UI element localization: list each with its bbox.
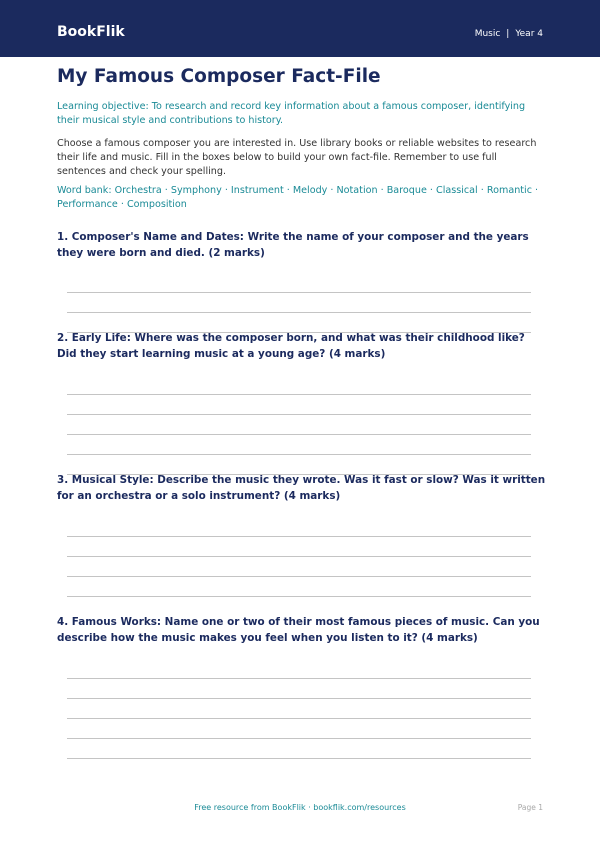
word-bank: Word bank: Orchestra · Symphony · Instrument · Melody · Notation · Baroque · Classical · Romantic · Performance · Composition (57, 185, 539, 210)
answer-line[interactable] (67, 394, 531, 395)
subject-label: Music (474, 29, 501, 39)
answer-line[interactable] (67, 414, 531, 415)
question-4 (57, 615, 547, 646)
footer-credit: Free resource from BookFlik · bookflik.com/resources (194, 803, 406, 812)
question-text: 3. Musical Style: Describe the music they wrote. Was it fast or slow? Was it written for an orchestra or a solo instrument? (4 marks) (57, 474, 546, 502)
year-label: Year 4 (515, 29, 543, 39)
answer-line[interactable] (67, 596, 531, 597)
answer-line[interactable] (67, 312, 531, 313)
answer-line[interactable] (67, 454, 531, 455)
page-header (0, 0, 600, 57)
learning-objective: Learning objective: To research and record key information about a famous composer, identifying their musical style and contributions to history. (57, 101, 526, 126)
answer-line[interactable] (67, 576, 531, 577)
answer-line[interactable] (67, 536, 531, 537)
brand-logo: BookFlik (57, 24, 125, 40)
question-text: 1. Composer's Name and Dates: Write the name of your composer and the years they were born and died. (2 marks) (57, 231, 529, 259)
answer-line[interactable] (67, 678, 531, 679)
question-text: 2. Early Life: Where was the composer born, and what was their childhood like? Did they start learning music at a young age? (4 marks) (57, 332, 525, 360)
answer-line[interactable] (67, 718, 531, 719)
question-2 (57, 331, 547, 362)
answer-line[interactable] (67, 738, 531, 739)
question-3 (57, 473, 547, 504)
answer-line[interactable] (67, 556, 531, 557)
answer-line[interactable] (67, 698, 531, 699)
header-separator: | (506, 29, 510, 39)
question-text: 4. Famous Works: Name one or two of their most famous pieces of music. Can you describe how the music makes you feel when you listen to it? (4 marks) (57, 616, 540, 644)
answer-line[interactable] (67, 758, 531, 759)
answer-line[interactable] (67, 434, 531, 435)
answer-line[interactable] (67, 292, 531, 293)
page-number: Page 1 (517, 803, 543, 812)
page-title: My Famous Composer Fact-File (57, 66, 381, 87)
instructions: Choose a famous composer you are interested in. Use library books or reliable websites to research their life and music. Fill in the boxes below to build your own fact-file. Remember to use full sentences and check your spelling. (57, 138, 537, 177)
question-1 (57, 230, 547, 261)
header-meta (475, 28, 543, 40)
